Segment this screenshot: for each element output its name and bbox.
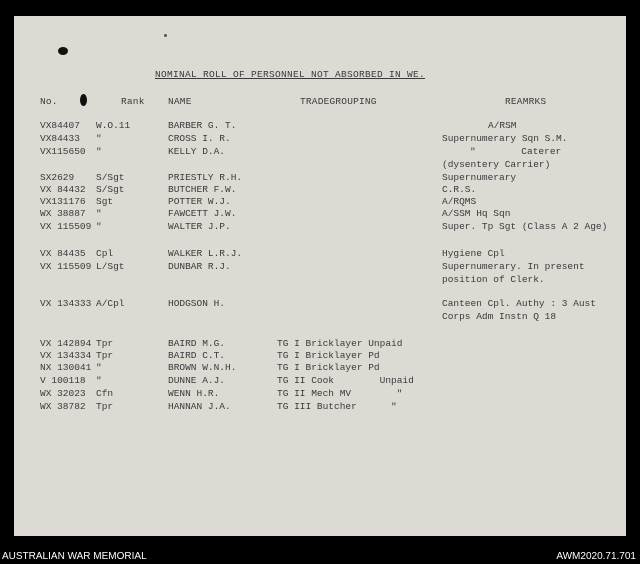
cell-rank: Cfn — [96, 388, 114, 399]
cell-remarks: C.R.S. — [442, 184, 477, 195]
cell-name: BAIRD M.G. — [168, 338, 226, 349]
cell-remarks: Corps Adm Instn Q 18 — [442, 311, 557, 322]
cell-rank: " — [96, 146, 102, 157]
table-row — [14, 338, 626, 349]
table-row — [14, 184, 626, 195]
cell-tradegrouping: TG I Bricklayer Pd — [277, 362, 380, 373]
cell-rank: Sgt — [96, 196, 114, 207]
cell-tradegrouping: TG II Mech MV " — [277, 388, 403, 399]
table-row — [14, 362, 626, 373]
cell-service-number: WX 38887 — [40, 208, 86, 219]
table-row — [14, 350, 626, 361]
cell-rank: Tpr — [96, 401, 114, 412]
table-row — [14, 248, 626, 259]
cell-name: WENN H.R. — [168, 388, 220, 399]
cell-name: BUTCHER F.W. — [168, 184, 237, 195]
cell-name: KELLY D.A. — [168, 146, 226, 157]
cell-service-number: VX 134334 — [40, 350, 92, 361]
cell-rank: " — [96, 208, 102, 219]
table-row — [14, 401, 626, 412]
table-row — [14, 120, 626, 131]
ink-blot — [58, 47, 68, 55]
cell-rank: S/Sgt — [96, 184, 125, 195]
cell-name: BAIRD C.T. — [168, 350, 226, 361]
table-row — [14, 172, 626, 183]
cell-remarks: Supernumerary Sqn S.M. — [442, 133, 568, 144]
cell-name: DUNBAR R.J. — [168, 261, 231, 272]
cell-service-number: WX 38782 — [40, 401, 86, 412]
cell-name: FAWCETT J.W. — [168, 208, 237, 219]
document-title: NOMINAL ROLL OF PERSONNEL NOT ABSORBED IN WE. — [155, 69, 426, 80]
header-rank: Rank — [121, 96, 145, 107]
header-remarks: REAMRKS — [505, 96, 547, 107]
table-row — [14, 159, 626, 170]
cell-rank: " — [96, 221, 102, 232]
table-row — [14, 146, 626, 157]
table-row — [14, 311, 626, 322]
cell-rank: A/Cpl — [96, 298, 125, 309]
table-row — [14, 274, 626, 285]
table-row — [14, 375, 626, 386]
table-row — [14, 133, 626, 144]
cell-service-number: VX 142894 — [40, 338, 92, 349]
cell-service-number: VX115650 — [40, 146, 86, 157]
ink-blot — [80, 94, 87, 106]
table-row — [14, 221, 626, 232]
cell-name: WALKER L.R.J. — [168, 248, 243, 259]
cell-tradegrouping: TG II Cook Unpaid — [277, 375, 414, 386]
cell-rank: W.O.11 — [96, 120, 131, 131]
cell-remarks: A/RQMS — [442, 196, 477, 207]
cell-remarks: position of Clerk. — [442, 274, 545, 285]
paper-speck — [164, 34, 167, 37]
cell-service-number: VX 84432 — [40, 184, 86, 195]
cell-rank: Cpl — [96, 248, 114, 259]
cell-remarks: (dysentery Carrier) — [442, 159, 551, 170]
cell-remarks: A/RSM — [488, 120, 517, 131]
cell-service-number: WX 32023 — [40, 388, 86, 399]
cell-remarks: Canteen Cpl. Authy : 3 Aust — [442, 298, 596, 309]
cell-name: POTTER W.J. — [168, 196, 231, 207]
cell-service-number: NX 130041 — [40, 362, 92, 373]
cell-rank: Tpr — [96, 338, 114, 349]
cell-service-number: VX 134333 — [40, 298, 92, 309]
table-row — [14, 208, 626, 219]
header-name: NAME — [168, 96, 192, 107]
cell-service-number: VX 115509 — [40, 221, 92, 232]
cell-remarks: Supernumerary — [442, 172, 517, 183]
cell-service-number: V 100118 — [40, 375, 86, 386]
cell-name: HANNAN J.A. — [168, 401, 231, 412]
cell-name: PRIESTLY R.H. — [168, 172, 243, 183]
table-row — [14, 261, 626, 272]
cell-tradegrouping: TG I Bricklayer Pd — [277, 350, 380, 361]
header-tradegrouping: TRADEGROUPING — [300, 96, 377, 107]
footer-accession: AWM2020.71.701 — [556, 551, 636, 562]
footer-credit: AUSTRALIAN WAR MEMORIAL — [2, 551, 147, 562]
cell-name: BARBER G. T. — [168, 120, 237, 131]
table-row — [14, 388, 626, 399]
cell-name: BROWN W.N.H. — [168, 362, 237, 373]
document-page — [14, 16, 626, 536]
cell-tradegrouping: TG I Bricklayer Unpaid — [277, 338, 403, 349]
cell-remarks: Hygiene Cpl — [442, 248, 505, 259]
cell-rank: " — [96, 133, 102, 144]
table-row — [14, 196, 626, 207]
cell-rank: L/Sgt — [96, 261, 125, 272]
cell-service-number: VX131176 — [40, 196, 86, 207]
cell-remarks: A/SSM Hq Sqn — [442, 208, 511, 219]
cell-service-number: VX84407 — [40, 120, 80, 131]
cell-remarks: " Caterer — [470, 146, 562, 157]
cell-name: WALTER J.P. — [168, 221, 231, 232]
cell-rank: " — [96, 375, 102, 386]
cell-remarks: Super. Tp Sgt (Class A 2 Age) — [442, 221, 608, 232]
cell-rank: S/Sgt — [96, 172, 125, 183]
cell-rank: Tpr — [96, 350, 114, 361]
cell-service-number: VX84433 — [40, 133, 80, 144]
cell-service-number: VX 115509 — [40, 261, 92, 272]
cell-name: CROSS I. R. — [168, 133, 231, 144]
cell-name: HODGSON H. — [168, 298, 226, 309]
cell-rank: " — [96, 362, 102, 373]
table-row — [14, 298, 626, 309]
cell-service-number: VX 84435 — [40, 248, 86, 259]
cell-remarks: Supernumerary. In present — [442, 261, 585, 272]
footer-bar — [0, 548, 640, 564]
cell-tradegrouping: TG III Butcher " — [277, 401, 397, 412]
cell-service-number: SX2629 — [40, 172, 75, 183]
cell-name: DUNNE A.J. — [168, 375, 226, 386]
header-no: No. — [40, 96, 58, 107]
